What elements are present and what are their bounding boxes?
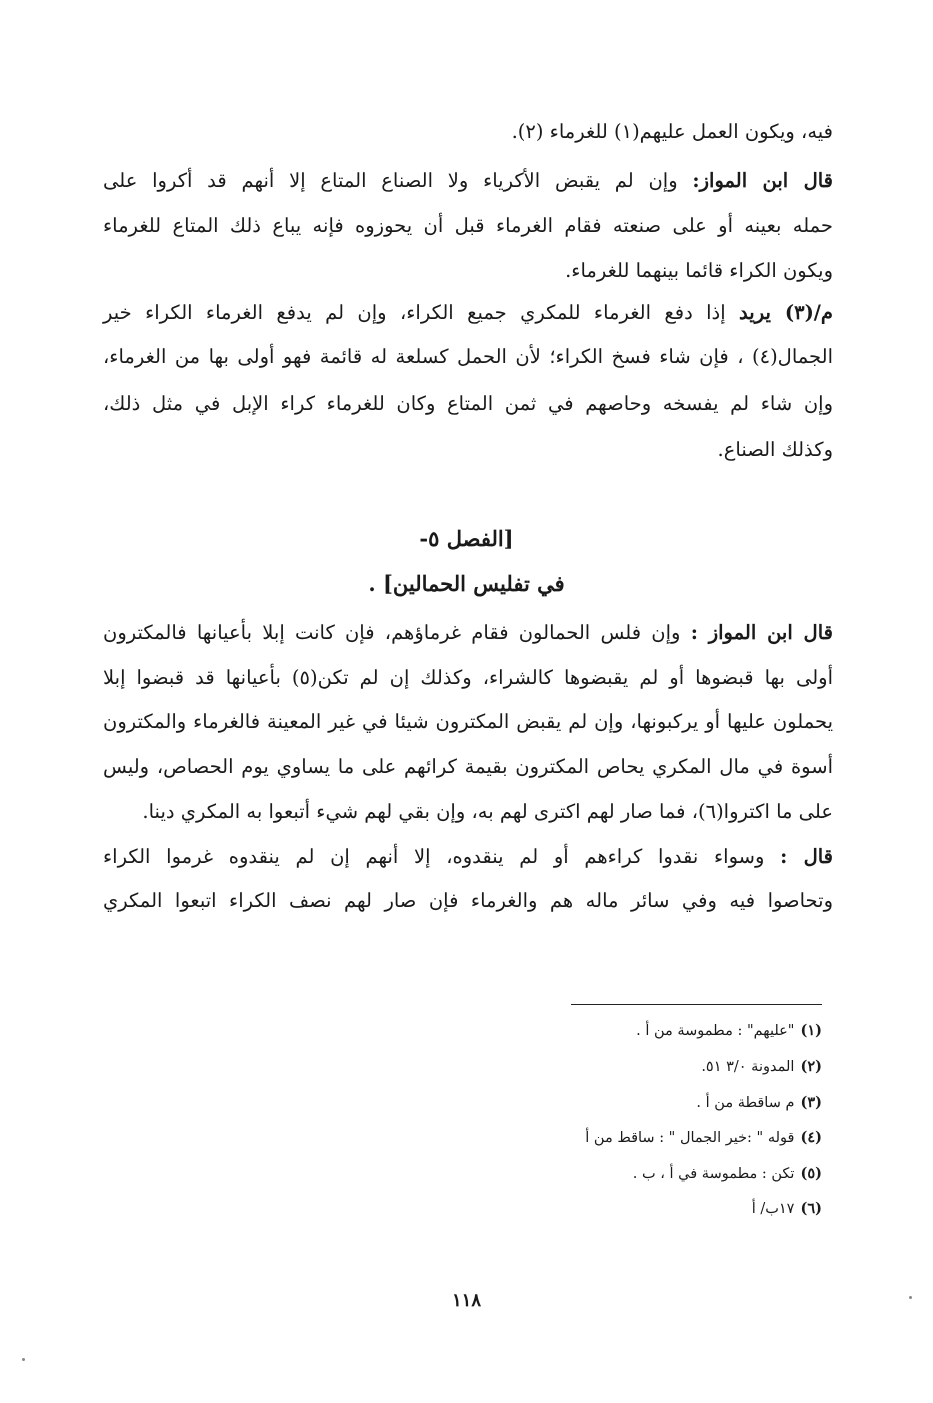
footnote-text: ١٧ب/ أ [751, 1201, 795, 1217]
section-title: [الفصل ٥- [419, 526, 514, 551]
footnote-1 [636, 1020, 822, 1042]
footnote-number: (٢) [800, 1058, 822, 1075]
text-run: وتحاصوا فيه وفي سائر ماله هم والغرماء فإن صار لهم نصف الكراء اتبعوا المكري [103, 889, 833, 912]
footnote-text: م ساقطة من أ . [696, 1095, 795, 1111]
paragraph-3-line-3 [103, 389, 833, 419]
scan-speck [909, 1296, 912, 1299]
paragraph-3-line-2 [103, 342, 833, 372]
text-run: إذا دفع الغرماء للمكري جميع الكراء، وإن لم يدفع الغرماء الكراء خير [103, 301, 726, 324]
speaker-label: قال ابن المواز : [690, 621, 833, 644]
paragraph-5-line-2 [103, 886, 833, 916]
footnote-3 [696, 1092, 822, 1114]
text-run: وإن لم يقبض الأكرياء ولا الصناع المتاع إلا أنهم قد أكروا على [103, 169, 678, 192]
footnote-separator [571, 1004, 822, 1005]
text-run: الجمال(٤) ، فإن شاء فسخ الكراء؛ لأن الحمل كسلعة له قائمة فهو أولى بها من الغرماء، [103, 345, 833, 368]
text-run: وكذلك الصناع. [717, 438, 833, 461]
scan-speck [22, 1358, 25, 1361]
paragraph-4-line-5 [103, 797, 833, 827]
text-run: يحملون عليها أو يركبونها، وإن لم يقبض المكترون شيئا في غير المعينة فالغرماء والمكترون [103, 710, 833, 733]
speaker-label: م/(٣) يريد [739, 301, 833, 324]
text-run: ويكون الكراء قائما بينهما للغرماء. [565, 259, 833, 282]
paragraph-1-line-1 [103, 117, 833, 147]
speaker-label: قال : [780, 845, 833, 868]
text-run: وإن فلس الحمالون فقام غرماؤهم، فإن كانت إبلا بأعيانها فالمكترون [103, 621, 681, 644]
footnote-4 [585, 1127, 822, 1149]
footnote-2 [701, 1056, 822, 1078]
text-run: على ما اكتروا(٦)، فما صار لهم اكترى لهم به، وإن بقي لهم شيء أتبعوا به المكري دينا. [142, 800, 833, 823]
paragraph-2-line-3 [103, 256, 833, 286]
paragraph-4-line-3 [103, 707, 833, 737]
paragraph-4-line-1 [103, 618, 833, 648]
section-subtitle: في تفليس الحمالين] . [368, 571, 565, 596]
paragraph-3-line-4 [103, 435, 833, 465]
paragraph-5-line-1 [103, 842, 833, 872]
paragraph-4-line-4 [103, 752, 833, 782]
text-run: وإن شاء لم يفسخه وحاصهم في ثمن المتاع وكان للغرماء كراء الإبل في مثل ذلك، [103, 392, 833, 415]
footnote-text: المدونة ٣/٠ ٥١. [701, 1059, 795, 1075]
text-run: وسواء نقدوا كراءهم أو لم ينقدوه، إلا أنهم إن لم ينقدوه غرموا الكراء [103, 845, 765, 868]
footnote-5 [633, 1163, 822, 1185]
page-number: ١١٨ [451, 1290, 481, 1311]
footnote-number: (٤) [800, 1129, 822, 1146]
text-run: فيه، ويكون العمل عليهم(١) للغرماء (٢). [511, 120, 833, 143]
footnote-text: قوله " :خير الجمال " : ساقط من أ [585, 1130, 795, 1146]
paragraph-3-line-1 [103, 298, 833, 328]
paragraph-2-line-1 [103, 166, 833, 196]
footnote-text: تكن : مطموسة في أ ، ب . [632, 1166, 795, 1182]
paragraph-4-line-2 [103, 663, 833, 693]
footnote-text: "عليهم" : مطموسة من أ . [636, 1023, 795, 1039]
text-run: حمله بعينه أو على صنعته فقام الغرماء قبل أن يحوزوه فإنه يباع ذلك المتاع للغرماء [103, 214, 833, 237]
footnote-number: (١) [800, 1022, 822, 1039]
speaker-label: قال ابن المواز: [692, 169, 834, 192]
footnote-6 [752, 1198, 822, 1220]
text-run: أولى بها قبضوها أو لم يقبضوها كالشراء، وكذلك إن لم تكن(٥) بأعيانها قد قبضوا إبلا [103, 666, 833, 689]
footnote-number: (٥) [800, 1165, 822, 1182]
paragraph-2-line-2 [103, 211, 833, 241]
text-run: أسوة في مال المكري يحاص المكترون بقيمة كرائهم على ما يساوي يوم الحصاص، وليس [103, 755, 833, 778]
footnote-number: (٦) [800, 1200, 822, 1217]
footnote-number: (٣) [800, 1094, 822, 1111]
